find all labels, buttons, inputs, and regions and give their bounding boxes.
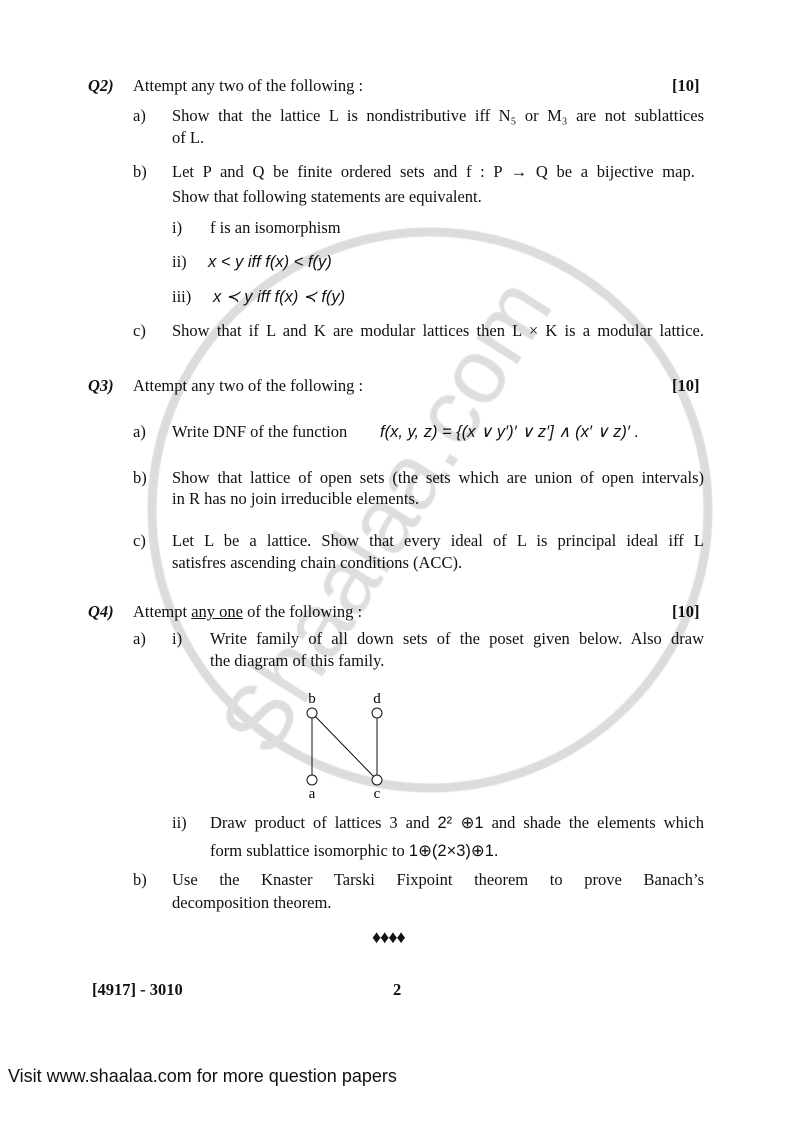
- visit-link[interactable]: Visit www.shaalaa.com for more question papers: [8, 1066, 397, 1086]
- q4b-line2: decomposition theorem.: [172, 893, 332, 912]
- q2b-line1: Let P and Q be finite ordered sets and f : P → Q be a bijective map.: [172, 162, 695, 181]
- q2a-line1: Show that the lattice L is nondistributive iff N₅ or M₃ are not sublattices: [172, 106, 704, 125]
- q3-title: Attempt any two of the following :: [133, 376, 364, 395]
- q4-title-underlined: any one: [191, 602, 243, 621]
- q2-label: Q2): [88, 76, 114, 95]
- q4a-ii-math2: 1⊕(2×3)⊕1.: [408, 842, 499, 860]
- q3a-text: Write DNF of the function: [172, 422, 348, 441]
- q2c-line1: Show that if L and K are modular lattices then L × K is a modular lattice.: [172, 321, 704, 340]
- q4a-ii-label: ii): [172, 813, 187, 832]
- q3a-formula: f(x, y, z) = {(x ∨ y′)′ ∨ z′] ∧ (x′ ∨ z)′ .: [380, 423, 640, 441]
- q2a-label: a): [133, 106, 146, 125]
- q3-label: Q3): [88, 376, 114, 395]
- q4a-ii-math1: 2² ⊕1: [437, 814, 484, 832]
- footer-code: [4917] - 3010: [92, 980, 183, 999]
- poset-diagram: [290, 685, 400, 805]
- q2b-label: b): [133, 162, 147, 181]
- end-mark: ♦♦♦♦: [372, 927, 405, 947]
- q3b-line2: in R has no join irreducible elements.: [172, 489, 419, 508]
- q3-marks: [10]: [672, 376, 700, 395]
- q4-label: Q4): [88, 602, 114, 621]
- q2-marks: [10]: [672, 76, 700, 95]
- q3c-line2: satisfres ascending chain conditions (ACC).: [172, 553, 463, 572]
- node-d: [372, 708, 382, 718]
- q2b-ii-label: ii): [172, 252, 187, 271]
- q4-title-pre: Attempt: [133, 602, 192, 621]
- footer-page: 2: [393, 980, 402, 999]
- node-label-c: c: [373, 786, 381, 802]
- edge-c-b: [312, 713, 377, 780]
- q3c-line1: Let L be a lattice. Show that every ideal of L is principal ideal iff L: [172, 531, 704, 550]
- node-label-d: d: [373, 691, 381, 707]
- node-label-a: a: [308, 786, 316, 802]
- node-a: [307, 775, 317, 785]
- q4a-i-line1: Write family of all down sets of the poset given below. Also draw: [210, 629, 704, 648]
- q2b-iii-label: iii): [172, 287, 192, 306]
- q4a-i-line2: the diagram of this family.: [210, 651, 385, 670]
- node-c: [372, 775, 382, 785]
- q4-marks: [10]: [672, 602, 700, 621]
- node-label-b: b: [308, 691, 316, 707]
- node-b: [307, 708, 317, 718]
- q4a-ii-line1-post: and shade the elements which: [491, 813, 704, 832]
- q2b-iii-text: x ≺ y iff f(x) ≺ f(y): [213, 288, 346, 306]
- q4a-ii-line2: [210, 841, 498, 861]
- q4-title: [133, 602, 362, 622]
- q4b-line1: Use the Knaster Tarski Fixpoint theorem to prove Banach’s: [172, 870, 704, 889]
- q4a-ii-line2-pre: form sublattice isomorphic to: [210, 841, 405, 860]
- q3c-label: c): [133, 531, 146, 550]
- q3b-line1: Show that lattice of open sets (the sets which are union of open intervals): [172, 468, 704, 487]
- q4a-i-label: i): [172, 629, 183, 648]
- q4a-label: a): [133, 629, 146, 648]
- q2c-label: c): [133, 321, 146, 340]
- q4a-ii-line1-pre: Draw product of lattices 3 and: [210, 813, 430, 832]
- q2b-line2: Show that following statements are equivalent.: [172, 187, 482, 206]
- q4b-label: b): [133, 870, 147, 889]
- q4a-ii-line1: [210, 813, 704, 833]
- q3a-label: a): [133, 422, 146, 441]
- q4-title-post: of the following :: [242, 602, 363, 621]
- q2b-i-text: f is an isomorphism: [210, 218, 341, 237]
- q2b-ii-text: x < y iff f(x) < f(y): [208, 253, 332, 271]
- q2b-i-label: i): [172, 218, 183, 237]
- q2a-line2: of L.: [172, 128, 205, 147]
- q3b-label: b): [133, 468, 147, 487]
- q2-title: Attempt any two of the following :: [133, 76, 364, 95]
